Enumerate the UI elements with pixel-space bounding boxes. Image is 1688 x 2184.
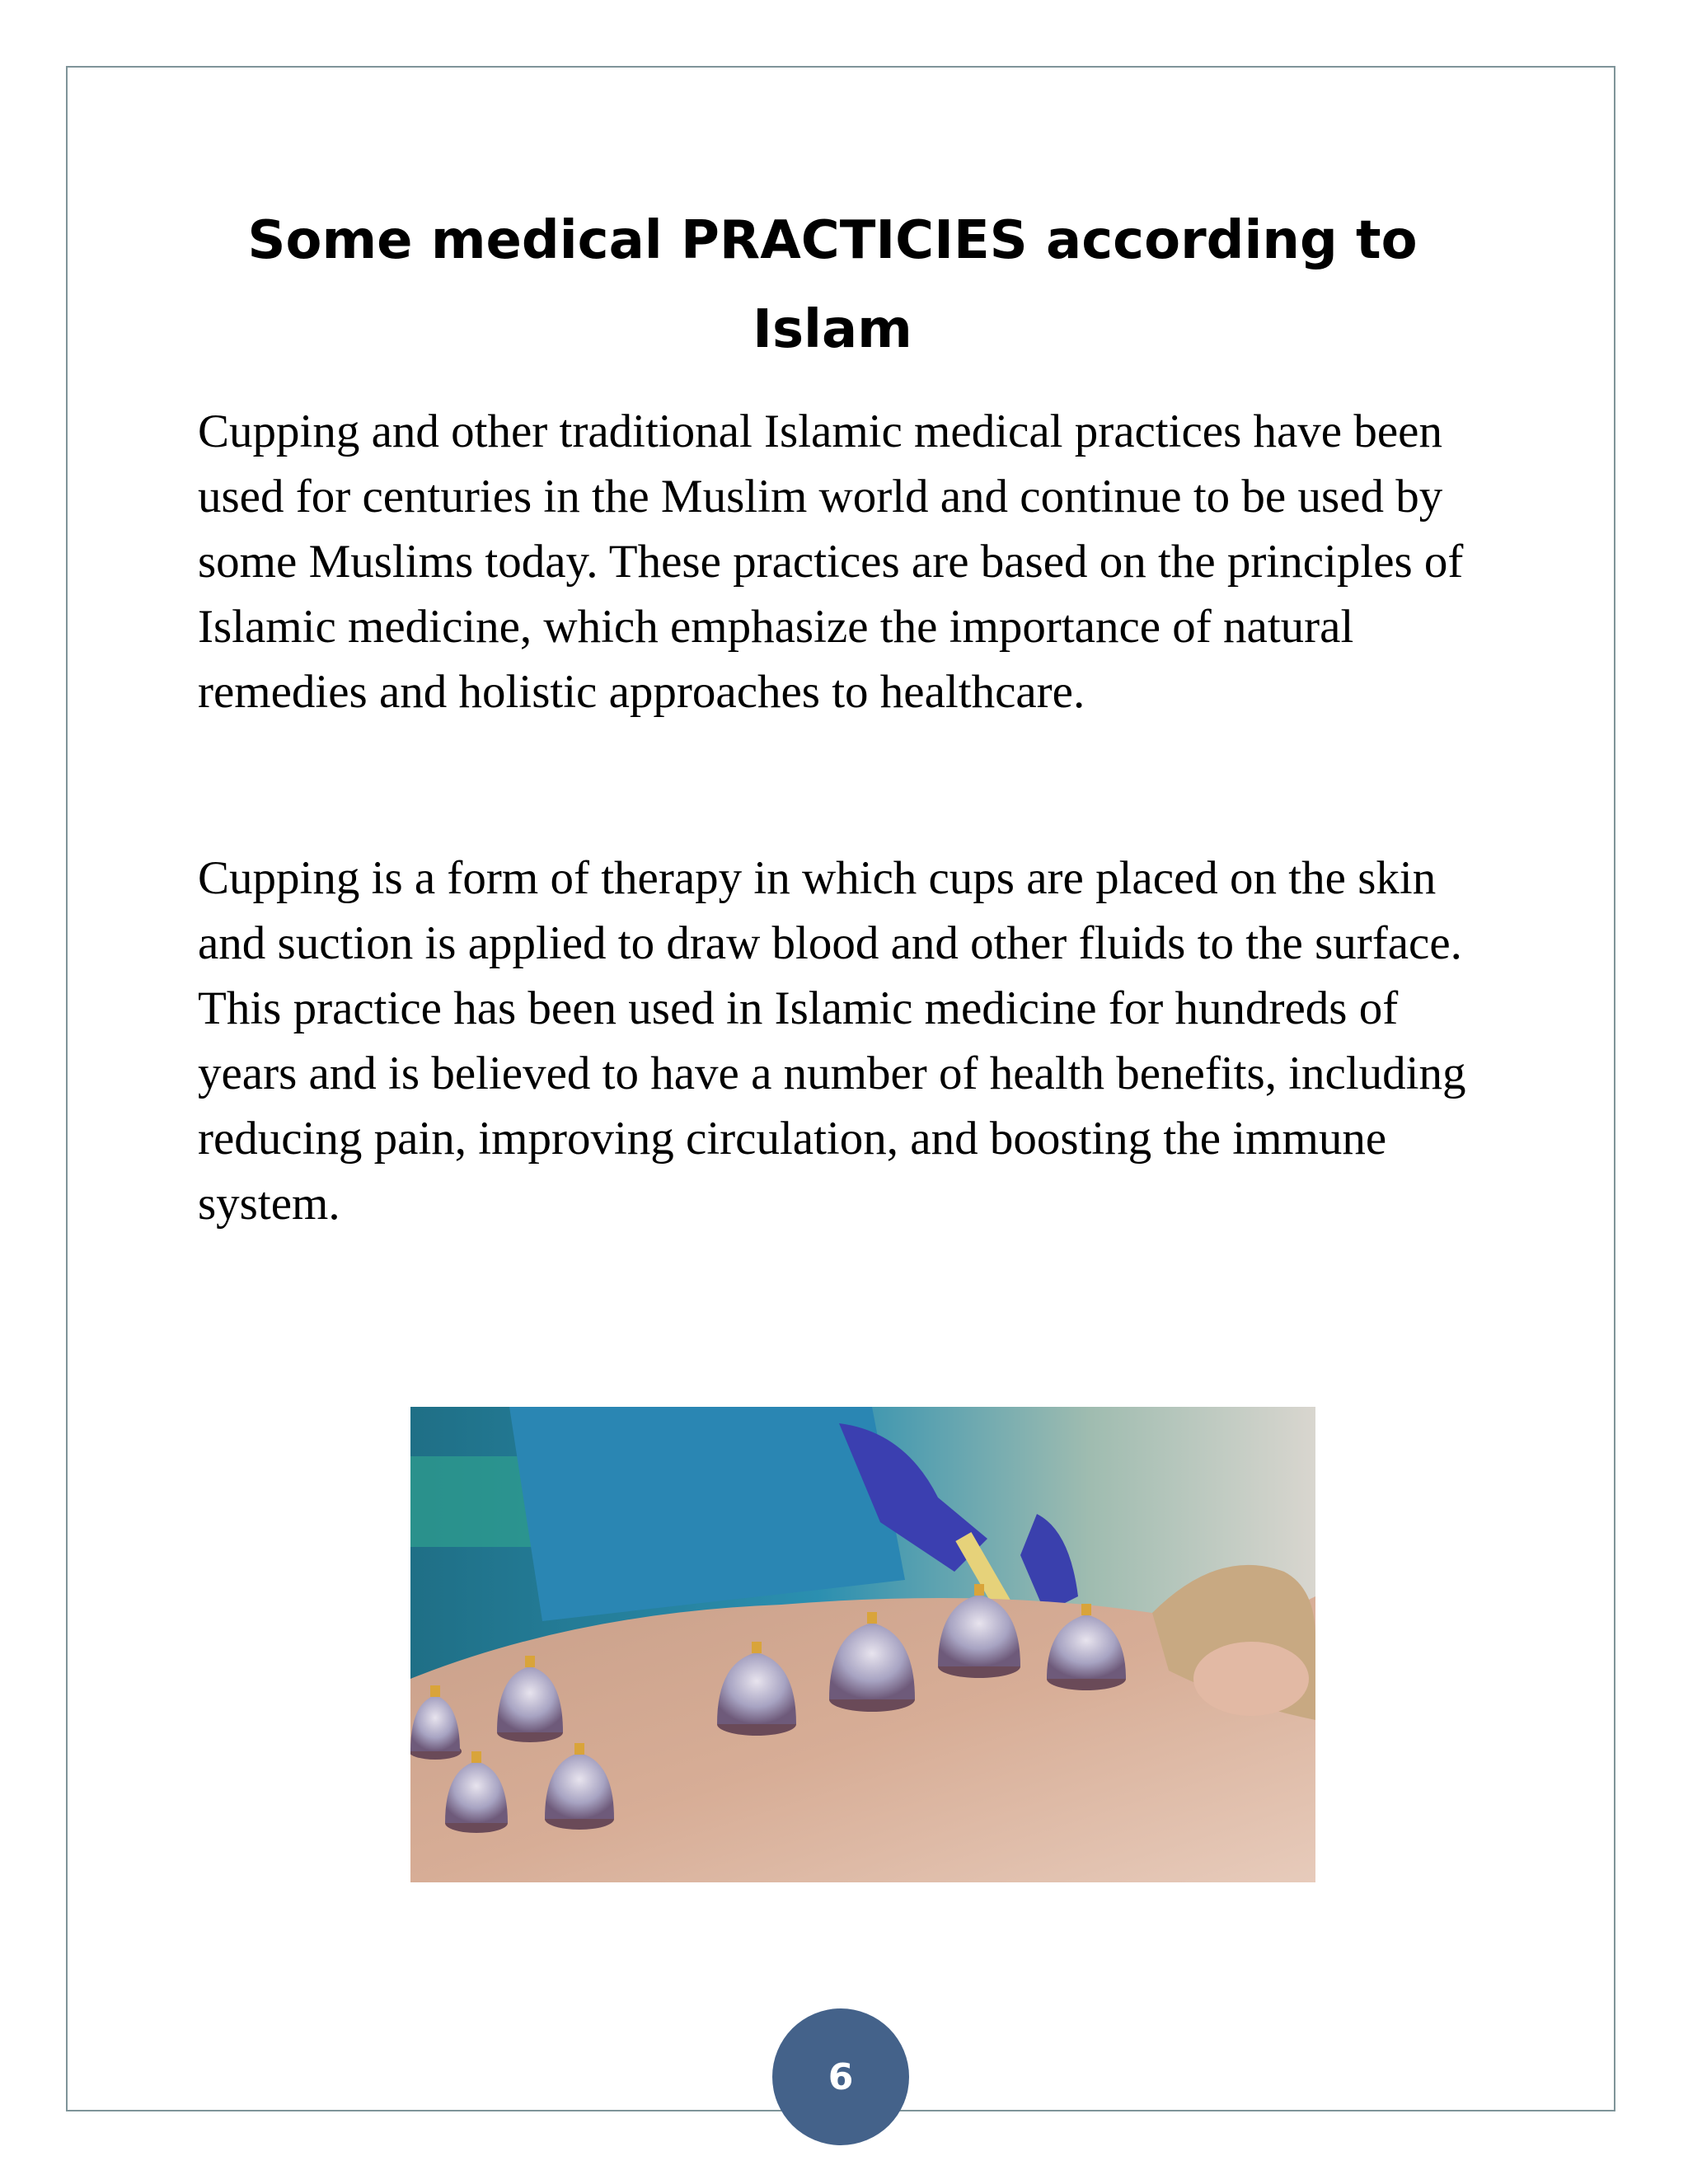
- paragraph-cupping: Cupping is a form of therapy in which cups are placed on the skin and suction is applied to draw blood and other fluids to the surface. This practice has been used in Islamic medicine for hundreds of years and is believed to have a number of health benefits, including reducing pain, improving circulation, and boosting the immune system.: [198, 852, 1466, 1230]
- page-number-badge: [772, 2008, 909, 2145]
- paragraph-intro: Cupping and other traditional Islamic medical practices have been used for centuries in the Muslim world and continue to be used by some Muslims today. These practices are based on the principles of Islamic medicine, which emphasize the importance of natural remedies and holistic approaches to healthcare.: [198, 405, 1464, 718]
- page-number: 6: [828, 2055, 854, 2098]
- page-title: Some medical PRACTICIES according to Islam: [247, 210, 1418, 360]
- cupping-therapy-photo: [410, 1407, 1315, 1882]
